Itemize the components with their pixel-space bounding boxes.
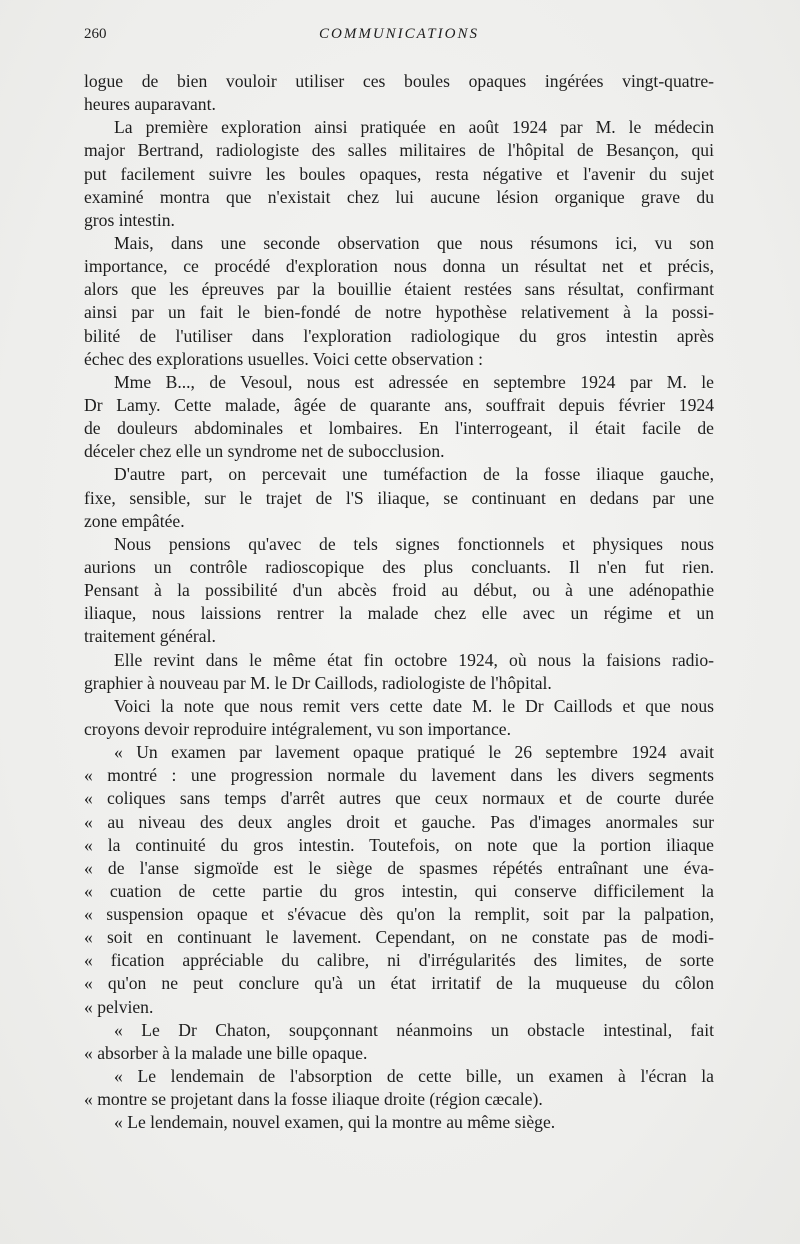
text-line: major Bertrand, radiologiste des salles militaires de l'hôpital de Besançon, qui [84,140,714,161]
text-line: « au niveau des deux angles droit et gauche. Pas d'images anormales sur [84,811,714,832]
text-line: bilité de l'utiliser dans l'exploration radiologique du gros intestin après [84,325,714,346]
text-line: déceler chez elle un syndrome net de subocclusion. [84,441,445,462]
text-line: La première exploration ainsi pratiquée en août 1924 par M. le médecin [114,117,714,138]
text-line: zone empâtée. [84,510,185,531]
body-text [84,70,714,1134]
text-line: examiné montra que n'existait chez lui aucune lésion organique grave du [84,186,714,207]
text-line: Mais, dans une seconde observation que nous résumons ici, vu son [114,232,714,253]
text-line: iliaque, nous laissions rentrer la malade chez elle avec un régime et un [84,603,714,624]
text-line: Nous pensions qu'avec de tels signes fonctionnels et physiques nous [114,533,714,554]
text-line: « Le lendemain, nouvel examen, qui la montre au même siège. [114,1112,556,1133]
text-line: « qu'on ne peut conclure qu'à un état irritatif de la muqueuse du côlon [84,973,714,994]
text-line: Mme B..., de Vesoul, nous est adressée en septembre 1924 par M. le [114,371,714,392]
text-line: graphier à nouveau par M. le Dr Caillods, radiologiste de l'hôpital. [84,672,552,693]
text-line: « Un examen par lavement opaque pratiqué le 26 septembre 1924 avait [114,742,714,763]
text-line: « coliques sans temps d'arrêt autres que ceux normaux et de courte durée [84,788,714,809]
text-line: « soit en continuant le lavement. Cependant, on ne constate pas de modi- [84,927,714,948]
text-line: de douleurs abdominales et lombaires. En l'interrogeant, il était facile de [84,418,714,439]
text-line: Voici la note que nous remit vers cette date M. le Dr Caillods et que nous [114,695,714,716]
text-line: logue de bien vouloir utiliser ces boules opaques ingérées vingt-quatre- [84,71,714,91]
text-line: Elle revint dans le même état fin octobre 1924, où nous la faisions radio- [114,649,714,670]
text-line: « montré : une progression normale du lavement dans les divers segments [84,765,714,786]
text-line: « pelvien. [84,996,154,1017]
text-line: Dr Lamy. Cette malade, âgée de quarante ans, souffrait depuis février 1924 [84,394,714,415]
text-line: D'autre part, on percevait une tuméfaction de la fosse iliaque gauche, [114,464,714,485]
running-title: COMMUNICATIONS [319,26,479,42]
page-number: 260 [84,26,107,42]
text-line: ainsi par un fait le bien-fondé de notre hypothèse relativement à la possi- [84,302,714,323]
text-line: croyons devoir reproduire intégralement, vu son importance. [84,718,512,739]
text-line: aurions un contrôle radioscopique des plus concluants. Il n'en fut rien. [84,556,714,577]
text-line: traitement général. [84,626,216,647]
text-line: « de l'anse sigmoïde est le siège de spasmes répétés entraînant une éva- [84,857,714,878]
text-line: « suspension opaque et s'évacue dès qu'on la remplit, soit par la palpation, [84,904,714,925]
text-line: « Le lendemain de l'absorption de cette bille, un examen à l'écran la [114,1066,714,1087]
text-line: heures auparavant. [84,94,216,115]
text-line: importance, ce procédé d'exploration nous donna un résultat net et précis, [84,256,714,277]
text-line: « la continuité du gros intestin. Toutefois, on note que la portion iliaque [84,834,714,855]
text-line: échec des explorations usuelles. Voici cette observation : [84,348,484,369]
text-line: « absorber à la malade une bille opaque. [84,1042,368,1063]
text-line: « montre se projetant dans la fosse iliaque droite (région cæcale). [84,1089,543,1110]
text-line: « cuation de cette partie du gros intestin, qui conserve difficilement la [84,880,714,901]
text-line: Pensant à la possibilité d'un abcès froid au début, ou à une adénopathie [84,580,714,601]
text-line: « Le Dr Chaton, soupçonnant néanmoins un obstacle intestinal, fait [114,1019,714,1040]
text-line: « fication appréciable du calibre, ni d'irrégularités des limites, de sorte [84,950,714,971]
text-line: fixe, sensible, sur le trajet de l'S iliaque, se continuant en dedans par une [84,487,714,508]
text-line: put facilement suivre les boules opaques, resta négative et l'avenir du sujet [84,163,714,184]
text-line: alors que les épreuves par la bouillie étaient restées sans résultat, confirmant [84,279,714,300]
text-line: gros intestin. [84,209,175,230]
page-header [84,26,714,50]
